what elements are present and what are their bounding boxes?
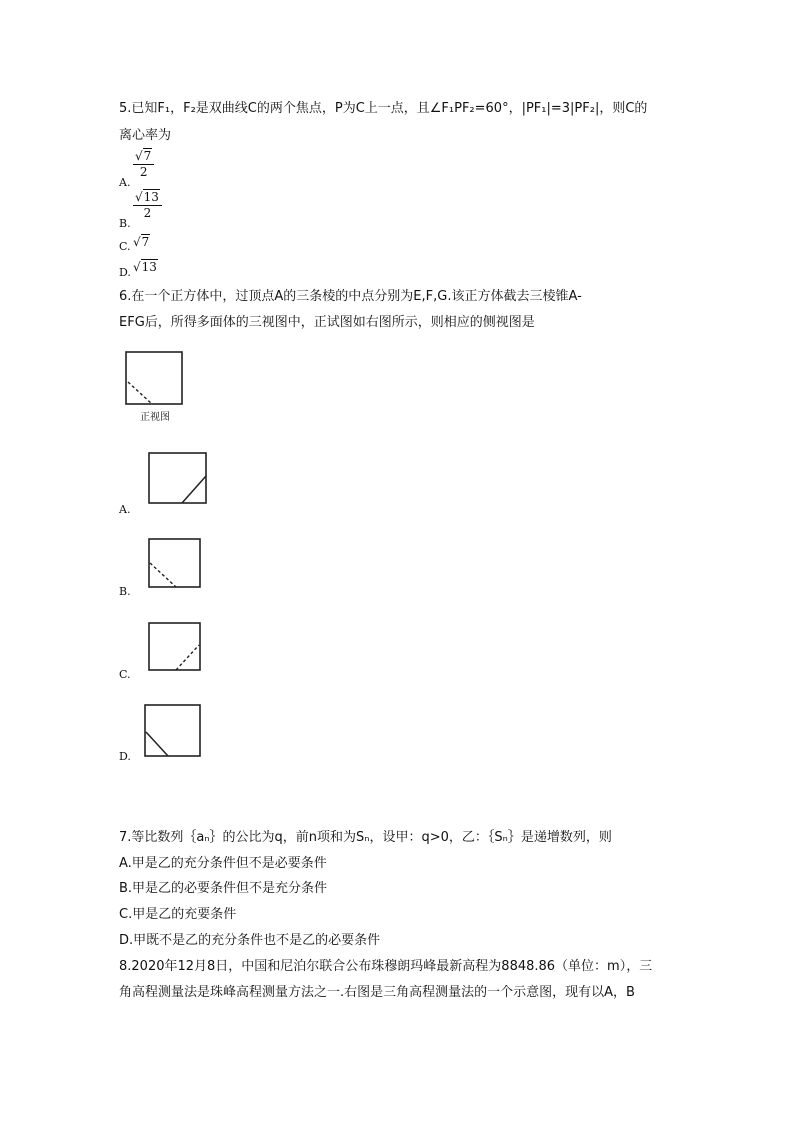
q7-option-c: C.甲是乙的充要条件 bbox=[119, 907, 237, 922]
q5-option-d-label: D. bbox=[119, 266, 131, 279]
q6-option-c-figure bbox=[146, 620, 204, 674]
q5-option-a-label: A. bbox=[119, 176, 131, 189]
q6-option-b-label: B. bbox=[119, 585, 131, 598]
q6-option-d-figure bbox=[142, 702, 204, 760]
q5-stem-line2: 离心率为 bbox=[119, 128, 172, 143]
q5-option-a-radicand: 7 bbox=[143, 149, 152, 163]
q5-option-c-radicand: 7 bbox=[141, 235, 150, 249]
q6-stem-line1: 6.在一个正方体中，过顶点A的三条棱的中点分别为E,F,G.该正方体截去三棱锥A- bbox=[119, 289, 582, 304]
q6-stem-line2: EFG后，所得多面体的三视图中，正试图如右图所示，则相应的侧视图是 bbox=[119, 315, 535, 330]
q5-option-c-label: C. bbox=[119, 240, 131, 253]
q5-option-d-value: √13 bbox=[133, 260, 157, 274]
q5-option-a-denominator: 2 bbox=[139, 165, 148, 179]
q7-option-a: A.甲是乙的充分条件但不是必要条件 bbox=[119, 856, 327, 871]
q5-option-a-fraction: $\frac{√7}{2}$ bbox=[133, 149, 154, 180]
q8-stem-line1: 8.2020年12月8日，中国和尼泊尔联合公布珠穆朗玛峰最新高程为8848.86（单位：m），三 bbox=[119, 959, 653, 974]
q7-option-b: B.甲是乙的必要条件但不是充分条件 bbox=[119, 881, 328, 896]
front-view-figure bbox=[124, 350, 186, 412]
q6-option-d-label: D. bbox=[119, 750, 131, 763]
q7-stem: 7.等比数列｛aₙ｝的公比为q，前n项和为Sₙ，设甲：q>0，乙：｛Sₙ｝是递增数列，则 bbox=[119, 830, 612, 845]
q5-option-b-fraction: $\frac{√13}{2}$ bbox=[133, 190, 162, 221]
q5-stem-line1: 5.已知F₁，F₂是双曲线C的两个焦点，P为C上一点，且∠F₁PF₂=60°，|PF₁|=3|PF₂|，则C的 bbox=[119, 101, 648, 116]
q5-option-c-value: √7 bbox=[133, 235, 150, 249]
q8-stem-line2: 角高程测量法是珠峰高程测量方法之一.右图是三角高程测量法的一个示意图，现有以A，B bbox=[119, 985, 635, 1000]
q5-option-b-label: B. bbox=[119, 217, 131, 230]
q5-option-d-radicand: 13 bbox=[141, 260, 157, 274]
q7-option-d: D.甲既不是乙的充分条件也不是乙的必要条件 bbox=[119, 933, 381, 948]
q6-option-c-label: C. bbox=[119, 668, 131, 681]
q5-option-b-denominator: 2 bbox=[143, 206, 152, 220]
q6-option-a-figure bbox=[146, 450, 210, 508]
q5-option-b-radicand: 13 bbox=[143, 190, 159, 204]
q6-option-b-figure bbox=[146, 536, 204, 592]
front-view-caption: 正视图 bbox=[140, 412, 170, 423]
q6-option-a-label: A. bbox=[119, 503, 131, 516]
